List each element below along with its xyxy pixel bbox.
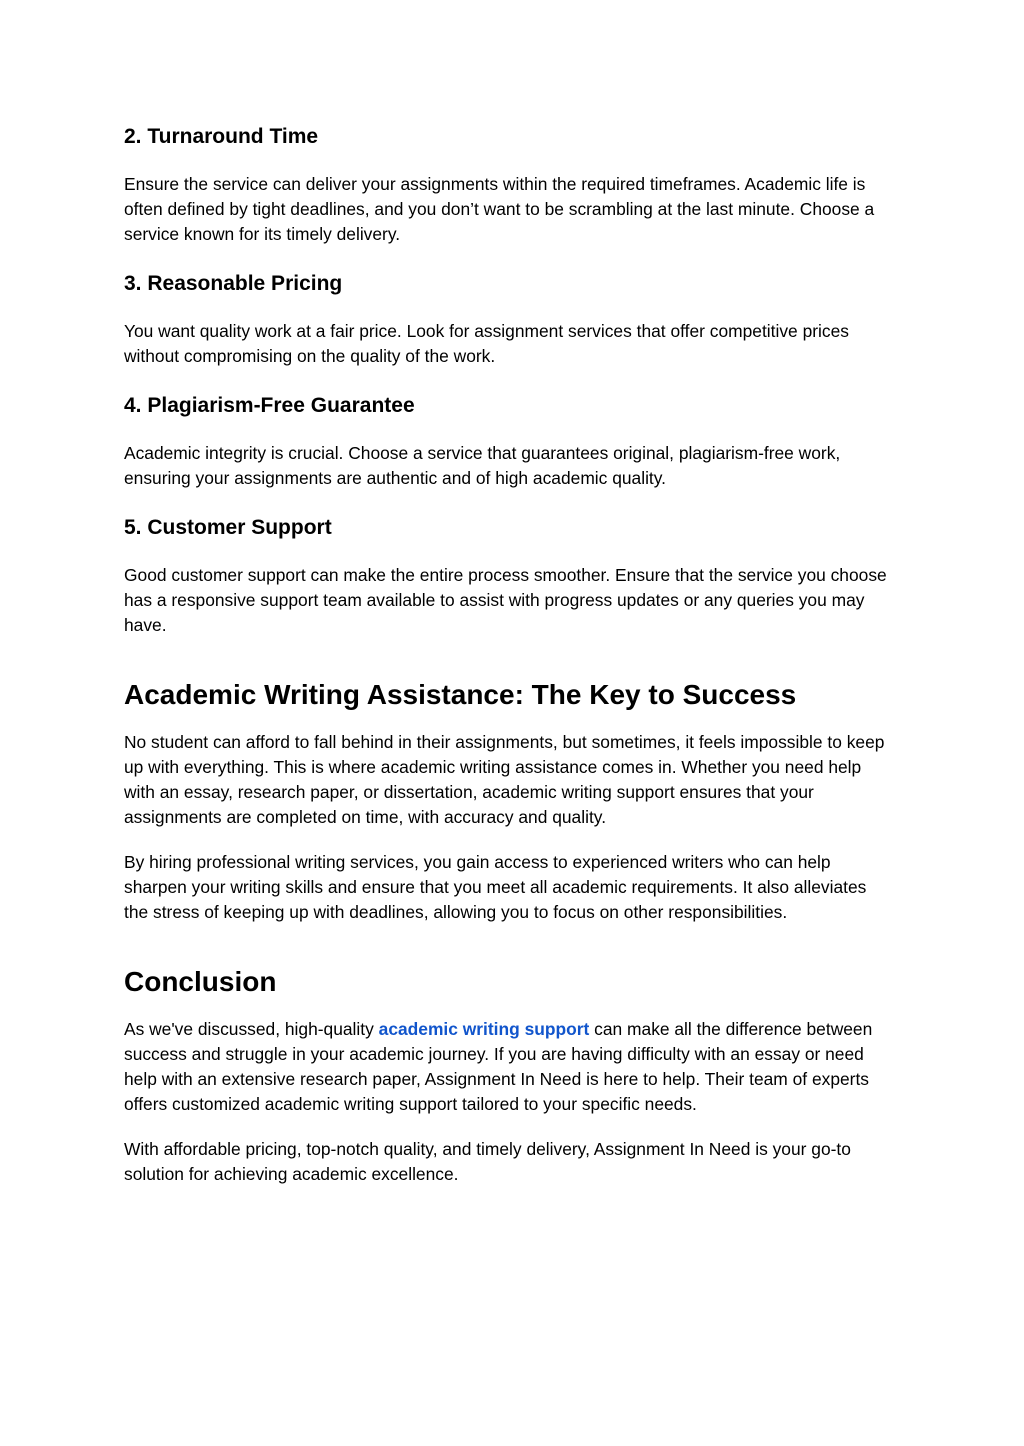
paragraph-conclusion-1 xyxy=(124,1017,894,1117)
paragraph-assistance-1: No student can afford to fall behind in their assignments, but sometimes, it feels impossible to keep up with everything. This is where academic writing assistance comes in. Whether you need help with an essay, research paper, or dissertation, academic writing support ensures that your assignments are completed on time, with accuracy and quality. xyxy=(124,732,885,827)
paragraph-conclusion-2: With affordable pricing, top-notch quality, and timely delivery, Assignment In Need is your go-to solution for achieving academic excellence. xyxy=(124,1139,851,1184)
conclusion-text-after-link: can make all the difference between success and struggle in your academic journey. If you are having difficulty with an essay or need help with an extensive research paper, Assignment In Need is here to help. Their team of experts offers customized academic writing support tailored to your specific needs. xyxy=(124,1019,873,1114)
academic-writing-support-link[interactable]: academic writing support xyxy=(378,1019,590,1039)
paragraph-reasonable-pricing: You want quality work at a fair price. Look for assignment services that offer competitive prices without compromising on the quality of the work. xyxy=(124,321,849,366)
paragraph-customer-support: Good customer support can make the entire process smoother. Ensure that the service you choose has a responsive support team available to assist with progress updates or any queries you may have. xyxy=(124,565,887,635)
heading-conclusion: Conclusion xyxy=(124,966,277,997)
paragraph-plagiarism-free: Academic integrity is crucial. Choose a service that guarantees original, plagiarism-free work, ensuring your assignments are authentic and of high academic quality. xyxy=(124,443,841,488)
heading-reasonable-pricing: 3. Reasonable Pricing xyxy=(124,272,343,295)
heading-plagiarism-free: 4. Plagiarism-Free Guarantee xyxy=(124,394,415,417)
conclusion-text-before-link: As we've discussed, high-quality xyxy=(124,1019,379,1039)
paragraph-turnaround-time: Ensure the service can deliver your assignments within the required timeframes. Academic life is often defined by tight deadlines, and you don’t want to be scrambling at the last minute. Choose a service known for its timely delivery. xyxy=(124,174,875,244)
heading-turnaround-time: 2. Turnaround Time xyxy=(124,125,319,148)
heading-academic-writing-assistance: Academic Writing Assistance: The Key to Success xyxy=(124,679,797,710)
heading-customer-support: 5. Customer Support xyxy=(124,516,332,539)
paragraph-assistance-2: By hiring professional writing services, you gain access to experienced writers who can help sharpen your writing skills and ensure that you meet all academic requirements. It also alleviates the stress of keeping up with deadlines, allowing you to focus on other responsibilities. xyxy=(124,852,867,922)
